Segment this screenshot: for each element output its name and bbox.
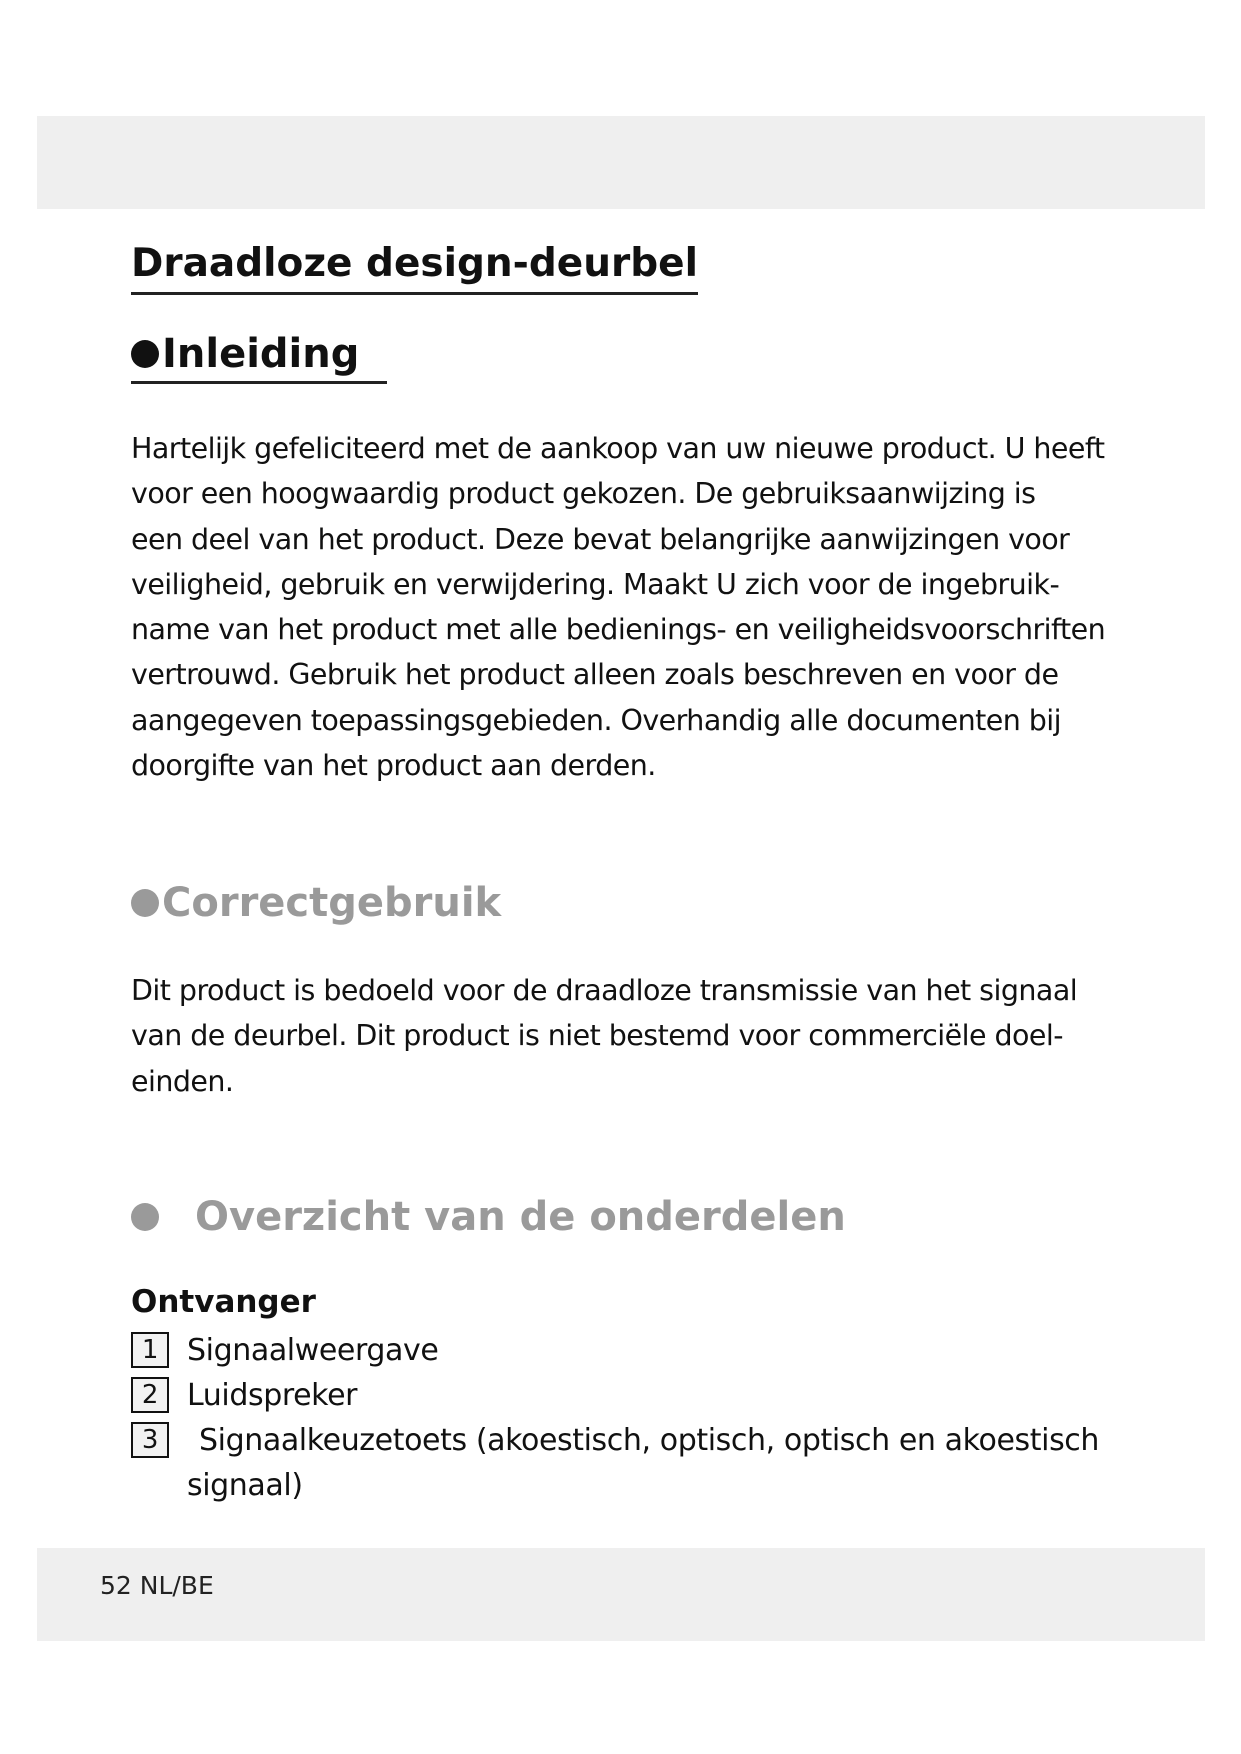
section-heading-text: Inleiding bbox=[162, 331, 360, 377]
part-label: Signaalweergave bbox=[187, 1333, 439, 1368]
part-label-line: signaal) bbox=[187, 1468, 303, 1503]
paragraph-line: doorgifte van het product aan derden. bbox=[131, 749, 656, 783]
paragraph-line: Dit product is bedoeld voor de draadloze transmissie van het signaal bbox=[131, 974, 1078, 1007]
paragraph-line: name van het product met alle bedienings- en veiligheidsvoorschriften bbox=[131, 613, 1106, 647]
page-number: 52 NL/BE bbox=[100, 1571, 214, 1600]
paragraph-line: Hartelijk gefeliciteerd met de aankoop van uw nieuwe product. U heeft bbox=[131, 432, 1105, 465]
paragraph-line: vertrouwd. Gebruik het product alleen zoals beschreven en voor de bbox=[131, 658, 1059, 692]
bullet-dot-icon bbox=[131, 889, 159, 917]
paragraph-line: voor een hoogwaardig product gekozen. De gebruiksaanwijzing is bbox=[131, 477, 1036, 511]
bullet-dot-icon bbox=[131, 1203, 159, 1231]
part-number-box: 1 bbox=[131, 1332, 169, 1368]
paragraph-line: einden. bbox=[131, 1064, 234, 1098]
parts-list bbox=[131, 1328, 1111, 1508]
intro-paragraph bbox=[131, 426, 1121, 788]
section-heading-text: Correctgebruik bbox=[162, 880, 502, 926]
correct-use-paragraph bbox=[131, 968, 1121, 1104]
section-heading-intro bbox=[131, 329, 387, 384]
part-label: Luidspreker bbox=[187, 1378, 358, 1413]
part-label-line: Signaalkeuzetoets (akoestisch, optisch, optisch en akoestisch bbox=[199, 1423, 1100, 1458]
section-heading-parts-overview bbox=[131, 1192, 846, 1242]
receiver-subheading: Ontvanger bbox=[131, 1284, 316, 1320]
paragraph-line: een deel van het product. Deze bevat belangrijke aanwijzingen voor bbox=[131, 522, 1070, 556]
section-heading-correct-use bbox=[131, 878, 501, 928]
part-number-box: 3 bbox=[131, 1422, 169, 1458]
list-item bbox=[131, 1418, 1111, 1508]
section-heading-text: Overzicht van de onderdelen bbox=[195, 1194, 846, 1240]
header-band bbox=[37, 116, 1205, 209]
part-label bbox=[131, 1418, 1111, 1508]
paragraph-line: van de deurbel. Dit product is niet bestemd voor commerciële doel- bbox=[131, 1019, 1064, 1053]
part-number-box: 2 bbox=[131, 1377, 169, 1413]
paragraph-line: aangegeven toepassingsgebieden. Overhandig alle documenten bij bbox=[131, 703, 1062, 737]
bullet-dot-icon bbox=[131, 340, 159, 368]
page-title: Draadloze design-deurbel bbox=[131, 238, 698, 295]
paragraph-line: veiligheid, gebruik en verwijdering. Maakt U zich voor de ingebruik- bbox=[131, 567, 1060, 601]
list-item bbox=[131, 1328, 1111, 1373]
list-item bbox=[131, 1373, 1111, 1418]
